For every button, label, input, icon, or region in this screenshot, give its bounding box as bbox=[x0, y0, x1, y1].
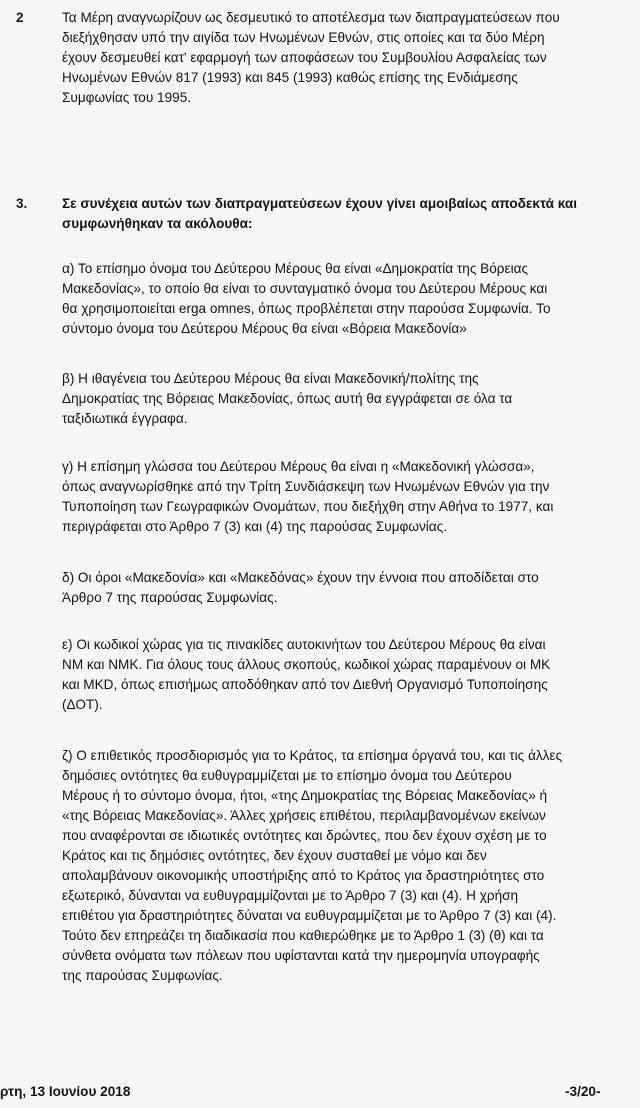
text-line: περιγράφεται στο Άρθρο 7 (3) και (4) της παρούσας Συμφωνίας. bbox=[62, 519, 447, 534]
text-line: έχουν δεσμευθεί κατ' εφαρμογή των αποφάσεων του Συμβουλίου Ασφαλείας των bbox=[62, 50, 547, 65]
text-line: συμφωνήθηκαν τα ακόλουθα: bbox=[62, 216, 253, 231]
text-line: σύντομο όνομα του Δεύτερου Μέρους θα είναι «Βόρεια Μακεδονία» bbox=[62, 321, 467, 336]
text-line: της παρούσας Συμφωνίας. bbox=[62, 968, 223, 983]
text-line: γ) Η επίσημη γλώσσα του Δεύτερου Μέρους θα είναι η «Μακεδονική γλώσσα», bbox=[62, 459, 535, 474]
text-line: Μακεδονίας», το οποίο θα είναι το συνταγματικό όνομα του Δεύτερου Μέρους και bbox=[62, 281, 548, 296]
text-line: «της Βόρειας Μακεδονίας». Άλλες χρήσεις επιθέτου, περιλαμβανομένων εκείνων bbox=[62, 808, 546, 823]
text-line: θα χρησιμοποιείται erga omnes, όπως προβλέπεται στην παρούσα Συμφωνία. Το bbox=[62, 301, 551, 316]
text-line: NM και NMK. Για όλους τους άλλους σκοπούς, κωδικοί χώρας παραμένουν οι MK bbox=[62, 657, 551, 672]
paragraph-number: 3. bbox=[16, 196, 28, 211]
text-line: Σε συνέχεια αυτών των διαπραγματεύσεων έχουν γίνει αμοιβαίως αποδεκτά και bbox=[62, 196, 578, 211]
text-line: εξωτερικό, δύνανται να ευθυγραμμίζονται με το Άρθρο 7 (3) και (4). Η χρήση bbox=[62, 888, 519, 903]
subparagraph-b bbox=[62, 369, 632, 429]
subparagraph-e bbox=[62, 635, 632, 715]
text-line: που αναφέρονται σε ιδιωτικές οντότητες και δρώντες, που δεν έχουν σχέση με το bbox=[62, 828, 547, 843]
subparagraph-d bbox=[62, 568, 632, 608]
text-line: Τυποποίηση των Γεωγραφικών Ονομάτων, που διεξήχθη στην Αθήνα το 1977, και bbox=[62, 499, 554, 514]
text-line: απολαμβάνουν οικονομικής υποστήριξης από το Κράτος για δραστηριότητες στο bbox=[62, 868, 545, 883]
text-line: δ) Οι όροι «Μακεδονία» και «Μακεδόνας» έχουν την έννοια που αποδίδεται στο bbox=[62, 570, 539, 585]
text-line: επιθέτου για δραστηριότητες δύναται να ευθυγραμμίζεται με το Άρθρο 7 (3) και (4). bbox=[62, 908, 557, 923]
text-line: ζ) Ο επιθετικός προσδιορισμός για το Κράτος, τα επίσημα όργανά του, και τις άλλες bbox=[62, 748, 563, 763]
text-line: Ηνωμένων Εθνών 817 (1993) και 845 (1993) καθώς επίσης της Ενδιάμεσης bbox=[62, 70, 518, 85]
text-line: Τούτο δεν επηρεάζει τη διαδικασία που καθιερώθηκε με το Άρθρο 1 (3) (θ) και τα bbox=[62, 928, 544, 943]
subparagraph-a bbox=[62, 259, 632, 339]
text-line: ταξιδιωτικά έγγραφα. bbox=[62, 411, 188, 426]
text-line: διεξήχθησαν υπό την αιγίδα των Ηνωμένων Εθνών, στις οποίες και τα δύο Μέρη bbox=[62, 30, 545, 45]
text-line: ε) Οι κωδικοί χώρας για τις πινακίδες αυτοκινήτων του Δεύτερου Μέρους θα είναι bbox=[62, 637, 546, 652]
text-line: β) Η ιθαγένεια του Δεύτερου Μέρους θα είναι Μακεδονική/πολίτης της bbox=[62, 371, 479, 386]
text-line: Μέρους ή το σύντομο όνομα, ήτοι, «της Δημοκρατίας της Βόρειας Μακεδονίας» ή bbox=[62, 788, 548, 803]
text-line: Τα Μέρη αναγνωρίζουν ως δεσμευτικό το αποτέλεσμα των διαπραγματεύσεων που bbox=[62, 10, 560, 25]
subparagraph-c bbox=[62, 457, 632, 537]
text-line: και MKD, όπως επισήμως αποδόθηκαν από τον Διεθνή Οργανισμό Τυποποίησης bbox=[62, 677, 548, 692]
text-line: σύνθετα ονόματα των πόλεων που υφίστανται κατά την ημερομηνία υπογραφής bbox=[62, 948, 540, 963]
text-line: Κράτος και τις δημόσιες οντότητες, δεν έχουν συσταθεί με νόμο και δεν bbox=[62, 848, 487, 863]
paragraph-3-text bbox=[62, 194, 632, 234]
paragraph-number: 2 bbox=[16, 10, 24, 25]
text-line: (ΔΟΤ). bbox=[62, 697, 103, 712]
text-line: Δημοκρατίας της Βόρειας Μακεδονίας, όπως αυτή θα εγγράφεται σε όλα τα bbox=[62, 391, 513, 406]
text-line: Άρθρο 7 της παρούσας Συμφωνίας. bbox=[62, 590, 278, 605]
text-line: Συμφωνίας του 1995. bbox=[62, 90, 192, 105]
text-line: α) Το επίσημο όνομα του Δεύτερου Μέρους θα είναι «Δημοκρατία της Βόρειας bbox=[62, 261, 529, 276]
text-line: δημόσιες οντότητες θα ευθυγραμμίζεται με το επίσημο όνομα του Δεύτερου bbox=[62, 768, 512, 783]
paragraph-2-text bbox=[62, 8, 632, 108]
subparagraph-z bbox=[62, 746, 632, 986]
page-number: -3/20- bbox=[565, 1084, 601, 1099]
footer-date: ρτη, 13 Ιουνίου 2018 bbox=[0, 1084, 131, 1099]
text-line: όπως αναγνωρίσθηκε από την Τρίτη Συνδιάσκεψη των Ηνωμένων Εθνών για την bbox=[62, 479, 550, 494]
